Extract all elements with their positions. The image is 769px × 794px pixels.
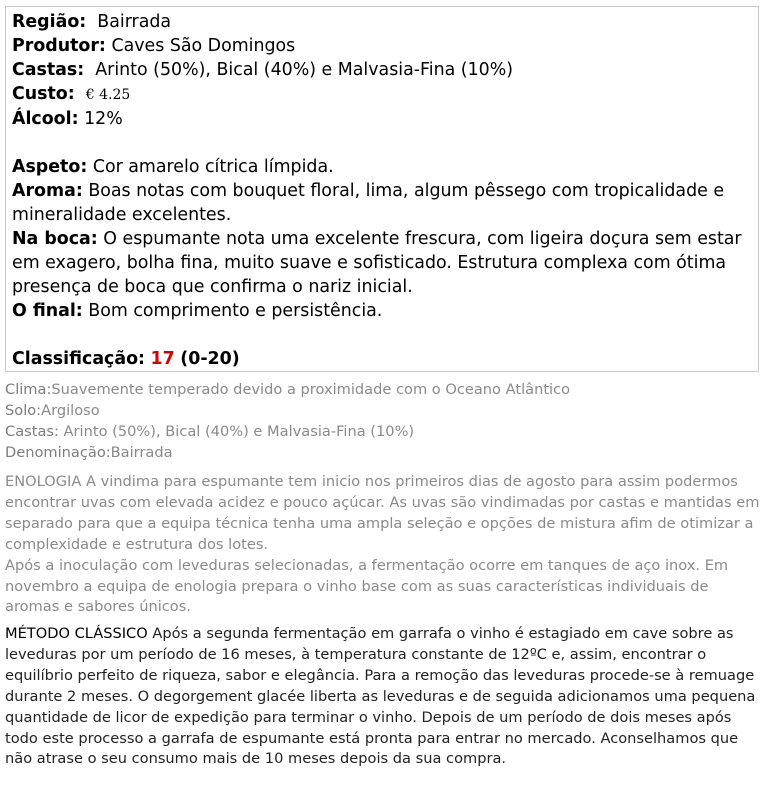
solo-row bbox=[5, 401, 763, 422]
custo-row bbox=[12, 82, 754, 107]
enologia-paragraph-2: Após a inoculação com leveduras selecionadas, a fermentação ocorre em tanques de aço inox. Em novembro a equipa de enologia prepara o vinho base com as suas características individuais de aromas e sabores únicos. bbox=[5, 556, 729, 616]
solo-label: Solo: bbox=[5, 401, 42, 419]
boca-value: O espumante nota uma excelente frescura, com ligeira doçura sem estar em exagero, bolha fina, muito suave e sofisticado. Estrutura complexa com ótima presença de boca que confirma o nariz inicial. bbox=[12, 229, 742, 297]
castas-row bbox=[12, 58, 754, 82]
clima-label: Clima: bbox=[5, 381, 52, 398]
clima-row bbox=[5, 380, 763, 401]
denominacao-value: Bairrada bbox=[110, 443, 173, 461]
regiao-value: Bairrada bbox=[97, 12, 172, 32]
enologia-paragraph-1 bbox=[5, 472, 763, 556]
aspeto-row bbox=[12, 155, 754, 179]
produtor-row bbox=[12, 34, 754, 58]
aroma-value: Boas notas com bouquet floral, lima, algum pêssego com tropicalidade e mineralidade excelentes. bbox=[12, 181, 725, 225]
aroma-row bbox=[12, 179, 754, 227]
classificacao-label: Classificação: bbox=[12, 349, 146, 369]
classificacao-score: 17 bbox=[150, 349, 175, 369]
castas-label: Castas: bbox=[12, 60, 85, 80]
regiao-label: Região: bbox=[12, 12, 87, 32]
classificacao-row bbox=[12, 347, 754, 371]
metodo-label: MÉTODO CLÁSSICO bbox=[5, 625, 148, 642]
alcool-row bbox=[12, 107, 754, 131]
castas-info-label: Castas: bbox=[5, 422, 59, 440]
metodo-paragraph bbox=[5, 624, 763, 770]
final-row bbox=[12, 299, 754, 323]
produtor-label: Produtor: bbox=[12, 36, 106, 56]
final-label: O final: bbox=[12, 301, 83, 321]
castas-info-value: Arinto (50%), Bical (40%) e Malvasia-Fina (10%) bbox=[58, 422, 415, 440]
boca-label: Na boca: bbox=[12, 229, 98, 249]
aspeto-value: Cor amarelo cítrica límpida. bbox=[92, 157, 334, 177]
solo-value: Argiloso bbox=[41, 401, 100, 419]
final-value: Bom comprimento e persistência. bbox=[88, 301, 383, 321]
boca-row bbox=[12, 227, 754, 299]
custo-value: € 4.25 bbox=[85, 87, 131, 103]
aspeto-label: Aspeto: bbox=[12, 157, 88, 177]
aroma-label: Aroma: bbox=[12, 181, 83, 201]
castas-info-row bbox=[5, 422, 763, 443]
classificacao-range: (0-20) bbox=[180, 349, 240, 369]
clima-value: Suavemente temperado devido a proximidade com o Oceano Atlântico bbox=[51, 381, 571, 398]
castas-value: Arinto (50%), Bical (40%) e Malvasia-Fina (10%) bbox=[95, 60, 514, 80]
enologia-label: ENOLOGIA bbox=[5, 473, 82, 490]
denominacao-row bbox=[5, 443, 763, 464]
metodo-classico-section bbox=[5, 624, 763, 770]
spacer bbox=[12, 323, 754, 347]
wine-review-card bbox=[5, 6, 759, 372]
denominacao-label: Denominação: bbox=[5, 443, 111, 461]
produtor-value: Caves São Domingos bbox=[111, 36, 296, 56]
alcool-label: Álcool: bbox=[12, 109, 79, 129]
custo-label: Custo: bbox=[12, 84, 75, 104]
metodo-text: Após a segunda fermentação em garrafa o vinho é estagiado em cave sobre as leveduras por um período de 16 meses, à temperatura constante de 12ºC e, assim, encontrar o equilíbrio perfeito de riqueza, sabor e elegância. Para a remoção das leveduras procede-se à remuage durante 2 meses. O degorgement glacée liberta as leveduras e de seguida adicionamos uma pequena quantidade de licor de expedição para terminar o vinho. Depois de um período de dois meses após todo este processo a garrafa de espumante está pronta para entrar no mercado. Aconselhamos que não atrase o seu consumo mais de 10 meses depois da sua compra. bbox=[5, 625, 756, 768]
spacer bbox=[12, 131, 754, 155]
wine-review-content bbox=[12, 10, 754, 371]
alcool-value: 12% bbox=[84, 109, 123, 129]
wine-info-section bbox=[5, 380, 763, 464]
regiao-row bbox=[12, 10, 754, 34]
enologia-text-1: A vindima para espumante tem inicio nos primeiros dias de agosto para assim podermos encontrar uvas com elevada acidez e pouco açúcar. As uvas são vindimadas por castas e mantidas em separado para que a equipa técnica tenha uma ampla seleção e opções de mistura afim de otimizar a complexidade e estrutura dos lotes. bbox=[5, 473, 760, 553]
enologia-section bbox=[5, 472, 763, 618]
